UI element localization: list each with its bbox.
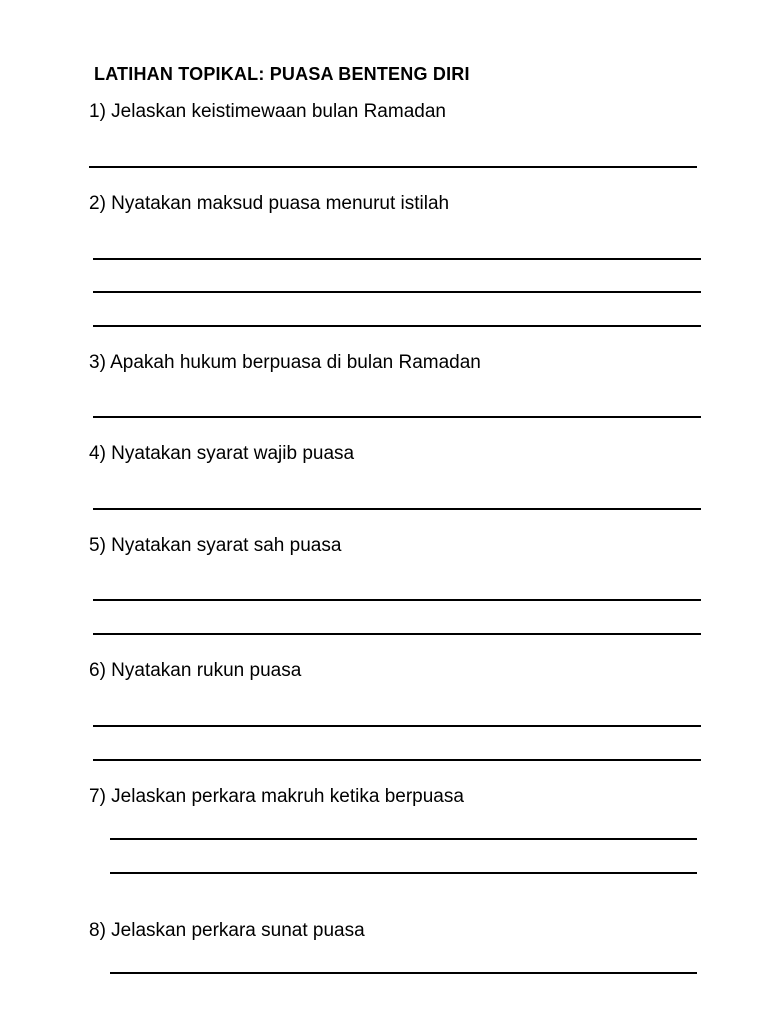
- answer-line[interactable]: [110, 872, 697, 874]
- question-8: 8) Jelaskan perkara sunat puasa: [89, 920, 365, 941]
- answer-line[interactable]: [93, 633, 701, 635]
- answer-line[interactable]: [93, 725, 701, 727]
- question-6: 6) Nyatakan rukun puasa: [89, 660, 302, 681]
- answer-line[interactable]: [93, 759, 701, 761]
- worksheet-title: LATIHAN TOPIKAL: PUASA BENTENG DIRI: [94, 64, 470, 84]
- question-2: 2) Nyatakan maksud puasa menurut istilah: [89, 193, 450, 214]
- question-4: 4) Nyatakan syarat wajib puasa: [89, 443, 355, 464]
- answer-line[interactable]: [110, 838, 697, 840]
- answer-line[interactable]: [110, 972, 697, 974]
- question-5: 5) Nyatakan syarat sah puasa: [89, 535, 342, 556]
- answer-line[interactable]: [93, 416, 701, 418]
- answer-line[interactable]: [93, 258, 701, 260]
- question-3: 3) Apakah hukum berpuasa di bulan Ramadan: [89, 352, 481, 373]
- answer-line[interactable]: [93, 291, 701, 293]
- answer-line[interactable]: [89, 166, 697, 168]
- answer-line[interactable]: [93, 508, 701, 510]
- question-7: 7) Jelaskan perkara makruh ketika berpuasa: [89, 786, 464, 807]
- answer-line[interactable]: [93, 325, 701, 327]
- question-1: 1) Jelaskan keistimewaan bulan Ramadan: [89, 101, 446, 122]
- answer-line[interactable]: [93, 599, 701, 601]
